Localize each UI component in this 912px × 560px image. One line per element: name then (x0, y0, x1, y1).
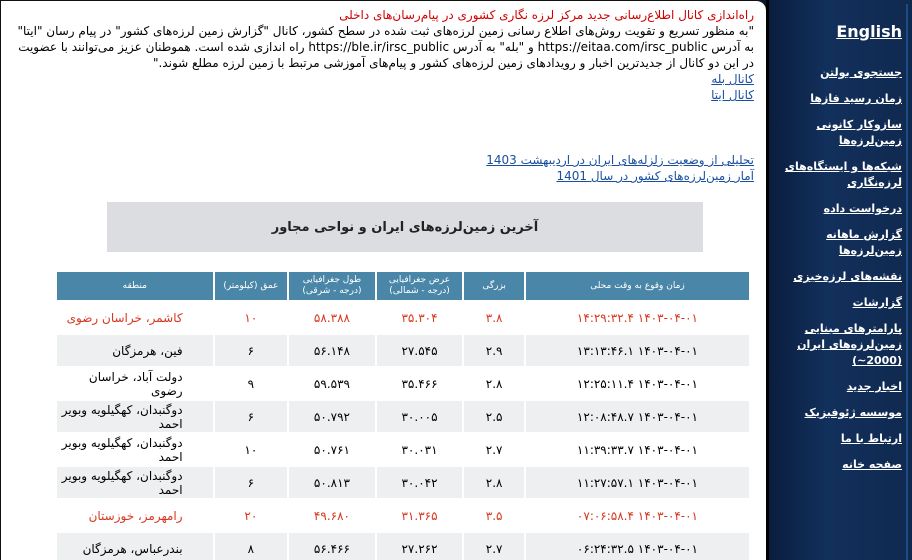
cell-lat: ۳۵.۳۰۴ (377, 302, 463, 333)
cell-lat: ۳۱.۳۶۵ (377, 500, 463, 531)
sidebar-item-12[interactable]: صفحه خانه (842, 458, 902, 471)
cell-depth: ۶ (215, 467, 288, 498)
sidebar-item-7[interactable]: گزارشات (852, 296, 902, 309)
header-lon: طول جغرافیایی (درجه - شرقی) (289, 272, 375, 300)
cell-region: دوگنبدان، کهگیلویه وبویر احمد (57, 434, 213, 465)
channel-notice (6, 7, 754, 103)
notice-body: "به منظور تسریع و تقویت روش‌های اطلاع رسانی زمین لرزه‌های ثبت شده در سطح کشور، کانال "گزارش زمین لرزه‌های کشور" در پیام رسان "ایتا" به آدرس https://eitaa.com/irsc_public و "بله" به آدرس https://ble.ir/irsc_public راه اندازی شده است. هموطنان عزیز می‌توانند با عضویت در این دو کانال از جدیدترین اخبار و رویدادهای زمین لرزه‌های کشور و پیام‌های آموزشی مرتبط با زمین لرزه مطلع شوند." (17, 24, 754, 70)
cell-lon: ۵۰.۸۱۳ (289, 467, 375, 498)
cell-lon: ۵۶.۱۴۸ (289, 335, 375, 366)
table-row (57, 335, 749, 366)
cell-depth: ۱۰ (215, 302, 288, 333)
cell-depth: ۶ (215, 335, 288, 366)
table-row (57, 533, 749, 560)
sidebar-menu (768, 65, 902, 483)
cell-region: بندرعباس، هرمزگان (57, 533, 213, 560)
cell-lat: ۳۰.۰۳۱ (377, 434, 463, 465)
table-header-row (57, 272, 749, 300)
cell-lon: ۴۹.۶۸۰ (289, 500, 375, 531)
sidebar-item-8[interactable]: پارامترهای مبنایی زمین‌لرزه‌های ایران (2000~) (797, 322, 902, 367)
link-bale-channel[interactable]: کانال بله (711, 72, 754, 86)
cell-magnitude: ۳.۸ (464, 302, 524, 333)
sidebar-item-10[interactable]: موسسه ژئوفیزیک (804, 406, 902, 419)
table-row (57, 467, 749, 498)
sidebar-item-9[interactable]: اخبار جدید (846, 380, 902, 393)
table-row (57, 302, 749, 333)
cell-lat: ۲۷.۵۴۵ (377, 335, 463, 366)
cell-lon: ۵۸.۳۸۸ (289, 302, 375, 333)
cell-lat: ۳۵.۴۶۶ (377, 368, 463, 399)
sidebar-item-5[interactable]: گزارش ماهانه زمین‌لرزه‌ها (826, 228, 902, 257)
cell-time: ۱۴۰۳-۰۴-۰۱ ۰۶:۲۴:۳۲.۵ (526, 533, 749, 560)
report-link-analysis[interactable]: تحلیلی از وضعیت زلزله‌های ایران در اردیبهشت 1403 (486, 153, 754, 167)
cell-region: کاشمر، خراسان رضوی (57, 302, 213, 333)
table-row (57, 401, 749, 432)
header-depth: عمق (کیلومتر) (215, 272, 288, 300)
cell-region: فین، هرمزگان (57, 335, 213, 366)
sidebar-edge (906, 4, 908, 560)
sidebar-item-1[interactable]: زمان رسید فازها (810, 92, 902, 105)
latest-quakes-banner (107, 202, 703, 252)
link-eitaa-channel[interactable]: کانال ایتا (711, 88, 754, 102)
cell-lon: ۵۰.۷۹۲ (289, 401, 375, 432)
cell-region: دوگنبدان، کهگیلویه وبویر احمد (57, 467, 213, 498)
cell-magnitude: ۲.۵ (464, 401, 524, 432)
sidebar-item-11[interactable]: ارتباط با ما (840, 432, 902, 445)
cell-depth: ۶ (215, 401, 288, 432)
table-row (57, 368, 749, 399)
cell-time: ۱۴۰۳-۰۴-۰۱ ۱۴:۲۹:۳۲.۴ (526, 302, 749, 333)
cell-magnitude: ۲.۹ (464, 335, 524, 366)
header-region: منطقه (57, 272, 213, 300)
cell-magnitude: ۲.۷ (464, 533, 524, 560)
header-magnitude: بزرگی (464, 272, 524, 300)
cell-lon: ۵۰.۷۶۱ (289, 434, 375, 465)
notice-headline: راه‌اندازی کانال اطلاع‌رسانی جدید مرکز لرزه نگاری کشوری در پیام‌رسان‌های داخلی (339, 8, 754, 22)
cell-time: ۱۴۰۳-۰۴-۰۱ ۱۱:۳۹:۳۳.۷ (526, 434, 749, 465)
english-language-link[interactable]: English (836, 22, 902, 41)
cell-lat: ۲۷.۲۶۲ (377, 533, 463, 560)
cell-depth: ۱۰ (215, 434, 288, 465)
sidebar-item-2[interactable]: سازوکار کانونی زمین‌لرزه‌ها (816, 118, 902, 147)
cell-region: دولت آباد، خراسان رضوی (57, 368, 213, 399)
cell-time: ۱۴۰۳-۰۴-۰۱ ۱۱:۲۷:۵۷.۱ (526, 467, 749, 498)
cell-lon: ۵۹.۵۳۹ (289, 368, 375, 399)
cell-time: ۱۴۰۳-۰۴-۰۱ ۱۳:۱۳:۴۶.۱ (526, 335, 749, 366)
sidebar-item-4[interactable]: درخواست داده (823, 202, 902, 215)
cell-time: ۱۴۰۳-۰۴-۰۱ ۱۲:۰۸:۴۸.۷ (526, 401, 749, 432)
table-row (57, 434, 749, 465)
report-links (486, 152, 754, 184)
cell-magnitude: ۳.۵ (464, 500, 524, 531)
sidebar-item-0[interactable]: جستجوی بولتن (820, 66, 902, 79)
cell-magnitude: ۲.۸ (464, 467, 524, 498)
cell-lat: ۳۰.۰۰۵ (377, 401, 463, 432)
cell-lat: ۳۰.۰۴۲ (377, 467, 463, 498)
cell-depth: ۲۰ (215, 500, 288, 531)
sidebar-item-6[interactable]: نقشه‌های لرزه‌خیزی (793, 270, 902, 283)
header-time: زمان وقوع به وقت محلی (526, 272, 749, 300)
cell-lon: ۵۶.۴۶۶ (289, 533, 375, 560)
banner-title: آخرین زمین‌لرزه‌های ایران و نواحی مجاور (271, 219, 539, 235)
header-lat: عرض جغرافیایی (درجه - شمالی) (377, 272, 463, 300)
sidebar-item-3[interactable]: شبکه‌ها و ایستگاه‌های لرزه‌نگاری (784, 160, 902, 189)
report-link-stats[interactable]: آمار زمین‌لرزه‌های کشور در سال 1401 (556, 169, 754, 183)
cell-region: دوگنبدان، کهگیلویه وبویر احمد (57, 401, 213, 432)
table-row (57, 500, 749, 531)
cell-magnitude: ۲.۸ (464, 368, 524, 399)
sidebar-nav (766, 0, 912, 560)
cell-depth: ۹ (215, 368, 288, 399)
cell-time: ۱۴۰۳-۰۴-۰۱ ۱۲:۲۵:۱۱.۴ (526, 368, 749, 399)
cell-depth: ۸ (215, 533, 288, 560)
earthquake-table (55, 270, 751, 560)
cell-time: ۱۴۰۳-۰۴-۰۱ ۰۷:۰۶:۵۸.۴ (526, 500, 749, 531)
cell-magnitude: ۲.۷ (464, 434, 524, 465)
cell-region: رامهرمز، خوزستان (57, 500, 213, 531)
